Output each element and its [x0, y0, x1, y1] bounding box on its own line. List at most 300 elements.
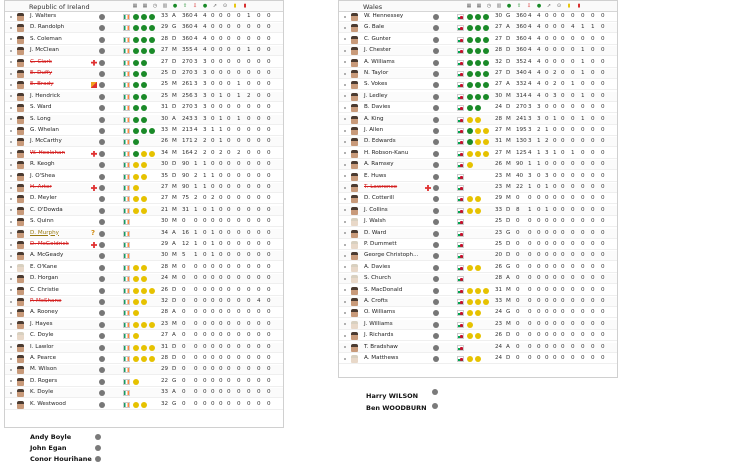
player-name[interactable]: A. Pearce [30, 355, 57, 361]
player-row[interactable] [339, 297, 617, 307]
player-name[interactable]: C. Gunter [364, 35, 391, 42]
player-name[interactable]: A. Williams [364, 58, 395, 65]
bullet-icon [10, 130, 12, 132]
player-name[interactable]: S. Church [364, 275, 391, 282]
stat-cell: 0 [227, 309, 231, 316]
player-name[interactable]: J. Walsh [364, 218, 386, 225]
player-age: 33 [495, 298, 503, 304]
stat-cell: 3 [203, 115, 207, 122]
player-name[interactable]: J. Hendrick [30, 92, 61, 99]
stat-cell: 0 [219, 366, 223, 373]
player-name[interactable]: D. Edwards [364, 138, 396, 145]
player-face-icon [17, 332, 24, 340]
select-dot[interactable] [433, 276, 439, 282]
player-row[interactable] [339, 126, 617, 136]
sub-off-icon[interactable]: ⇩ [192, 3, 198, 9]
select-dot[interactable] [99, 356, 105, 362]
stat-cell: 0 [267, 309, 271, 316]
player-row[interactable] [5, 308, 283, 318]
stat-cell: 0 [561, 13, 565, 19]
player-row[interactable] [339, 240, 617, 250]
player-row[interactable] [5, 354, 283, 364]
select-dot[interactable] [433, 345, 439, 351]
player-name[interactable]: D. Meyler [30, 195, 57, 202]
player-row[interactable] [339, 320, 617, 330]
select-dot[interactable] [99, 322, 105, 328]
player-row[interactable] [5, 183, 283, 193]
player-row[interactable] [5, 137, 283, 147]
assists-icon[interactable]: ➚ [546, 3, 552, 9]
select-dot[interactable] [99, 402, 105, 408]
select-dot[interactable] [433, 356, 439, 362]
player-row[interactable] [339, 149, 617, 159]
select-dot[interactable] [433, 60, 439, 66]
player-row[interactable] [339, 23, 617, 33]
player-row[interactable] [5, 365, 283, 375]
select-dot[interactable] [433, 94, 439, 100]
select-dot[interactable] [433, 151, 439, 157]
player-row[interactable] [339, 69, 617, 79]
select-dot[interactable] [99, 333, 105, 339]
player-name[interactable]: T. Lawrence [364, 184, 398, 190]
select-dot[interactable] [433, 288, 439, 294]
player-name[interactable]: George Christoph... [364, 252, 419, 259]
nation-flag-icon [123, 231, 130, 237]
player-name[interactable]: E. Duffy [30, 70, 53, 76]
stat-cell: 0 [545, 286, 549, 293]
stat-cell: 90 [516, 161, 524, 168]
player-row[interactable] [339, 274, 617, 284]
player-row[interactable] [5, 400, 283, 410]
player-name[interactable]: S. Vokes [364, 81, 388, 88]
select-dot[interactable] [99, 231, 105, 237]
select-dot[interactable] [99, 151, 105, 157]
player-row[interactable] [5, 331, 283, 341]
player-row[interactable] [5, 251, 283, 261]
player-name[interactable]: D. Ward [364, 229, 387, 236]
stat-cell: 0 [601, 47, 605, 54]
player-name[interactable]: J. Chester [364, 47, 391, 54]
player-row[interactable] [339, 183, 617, 193]
player-name[interactable]: S. Ward [30, 104, 52, 111]
player-name[interactable]: A. Crofts [364, 298, 388, 304]
player-row[interactable] [339, 194, 617, 204]
select-dot[interactable] [433, 333, 439, 339]
player-name[interactable]: G. Bale [364, 24, 385, 31]
player-name[interactable]: A. McGeady [30, 252, 64, 259]
form-dot-icon [133, 208, 139, 214]
select-dot[interactable] [99, 48, 105, 54]
player-face-icon [17, 252, 24, 260]
stat-cell: 0 [601, 127, 605, 133]
select-dot[interactable] [433, 105, 439, 111]
player-name[interactable]: S. Coleman [30, 35, 62, 42]
player-name[interactable]: N. Taylor [364, 70, 389, 76]
player-name[interactable]: S. Quinn [30, 218, 54, 225]
bullet-icon [10, 278, 12, 280]
select-dot[interactable] [99, 219, 105, 225]
form-dot-icon [475, 71, 481, 77]
select-dot[interactable] [95, 445, 101, 451]
red-card-icon[interactable]: ▮ [243, 3, 247, 9]
player-row[interactable] [339, 137, 617, 147]
select-dot[interactable] [99, 253, 105, 259]
player-name[interactable]: T. Bradshaw [364, 343, 398, 350]
select-dot[interactable] [433, 139, 439, 145]
sub-on-icon[interactable]: ⇧ [516, 3, 522, 9]
player-name[interactable]: H. Robson-Kanu [364, 149, 409, 156]
player-row[interactable] [339, 160, 617, 170]
stat-cell: 0 [516, 241, 520, 247]
stat-cell: 0 [561, 47, 565, 54]
form-dot-icon [475, 299, 481, 305]
player-name[interactable]: O. Williams [364, 309, 396, 316]
player-name[interactable]: J. Ledley [364, 92, 388, 99]
player-row[interactable] [5, 343, 283, 353]
player-row[interactable] [5, 388, 283, 398]
player-name[interactable]: C. Doyle [30, 332, 54, 339]
player-name[interactable]: J. Collins [364, 206, 388, 213]
stat-cell: 0 [182, 218, 186, 225]
select-dot[interactable] [99, 299, 105, 305]
stat-cell: 0 [247, 161, 251, 168]
player-position: D [506, 252, 511, 259]
select-dot[interactable] [433, 299, 439, 305]
stat-cell: 360 [516, 35, 527, 42]
player-name[interactable]: J. Richards [364, 332, 394, 339]
player-row[interactable] [5, 320, 283, 330]
select-dot[interactable] [99, 196, 105, 202]
select-dot[interactable] [433, 174, 439, 180]
player-row[interactable] [5, 126, 283, 136]
player-row[interactable] [5, 58, 283, 68]
nation-flag-icon [457, 219, 464, 225]
select-dot[interactable] [433, 14, 439, 20]
stat-cell: 0 [591, 252, 595, 259]
stat-cell: 0 [203, 206, 207, 213]
player-face-icon [17, 264, 24, 272]
player-row[interactable] [339, 115, 617, 125]
penalty-icon[interactable]: ⊙ [222, 3, 228, 9]
player-name[interactable]: D. McGoldrick [30, 241, 69, 247]
select-dot[interactable] [433, 48, 439, 54]
sub-off-icon[interactable]: ⇩ [526, 3, 532, 9]
player-name[interactable]: W. Hennessey [364, 13, 404, 19]
player-name[interactable]: K. Westwood [30, 400, 66, 407]
player-row[interactable] [339, 103, 617, 113]
select-dot[interactable] [99, 288, 105, 294]
select-dot[interactable] [95, 434, 101, 440]
player-row[interactable] [339, 251, 617, 261]
player-row[interactable] [5, 103, 283, 113]
stat-cell: 0 [227, 92, 231, 99]
select-dot[interactable] [99, 139, 105, 145]
starts-icon[interactable]: ● [172, 3, 178, 9]
select-dot[interactable] [99, 242, 105, 248]
player-age: 27 [161, 184, 169, 190]
player-row[interactable] [5, 263, 283, 273]
player-row[interactable] [339, 92, 617, 102]
select-dot[interactable] [433, 242, 439, 248]
stat-cell: 0 [528, 355, 532, 361]
select-dot[interactable] [99, 265, 105, 271]
player-row[interactable] [5, 194, 283, 204]
stat-cell: 0 [257, 241, 261, 247]
player-row[interactable] [5, 160, 283, 170]
position-icon[interactable]: ▦ [142, 3, 148, 9]
select-dot[interactable] [433, 37, 439, 43]
player-name[interactable]: P. McShane [30, 298, 62, 304]
stat-cell: 0 [545, 298, 549, 304]
select-dot[interactable] [433, 128, 439, 134]
select-dot[interactable] [99, 310, 105, 316]
select-dot[interactable] [99, 37, 105, 43]
form-dot-icon [141, 71, 147, 77]
stat-cell: 0 [219, 104, 223, 111]
stat-cell: 0 [182, 275, 186, 282]
age-icon[interactable]: ▦ [466, 3, 472, 9]
player-name[interactable]: D. Cotterill [364, 195, 394, 202]
sub-on-icon[interactable]: ⇧ [182, 3, 188, 9]
player-row[interactable] [5, 297, 283, 307]
bullet-icon [10, 95, 12, 97]
select-dot[interactable] [433, 71, 439, 77]
starts-icon[interactable]: ● [506, 3, 512, 9]
nation-flag-icon [457, 25, 464, 31]
select-dot[interactable] [433, 117, 439, 123]
player-name[interactable]: D. Horgan [30, 275, 59, 282]
player-row[interactable] [339, 263, 617, 273]
player-row[interactable] [5, 35, 283, 45]
player-name[interactable]: C. Clark [30, 58, 52, 65]
stat-cell: 0 [571, 184, 575, 190]
select-dot[interactable] [433, 196, 439, 202]
select-dot[interactable] [433, 219, 439, 225]
select-dot[interactable] [99, 14, 105, 20]
player-name[interactable]: D. Rogers [30, 377, 58, 384]
player-name[interactable]: H. Arter [30, 184, 52, 190]
player-name[interactable]: G. Whelan [30, 127, 59, 133]
player-name[interactable]: S. Long [30, 115, 51, 122]
stat-cell: 0 [601, 298, 605, 304]
stat-cell: 0 [553, 218, 557, 225]
player-name[interactable]: M. Wilson [30, 366, 57, 373]
select-dot[interactable] [433, 208, 439, 214]
player-name[interactable]: J. Hayes [30, 320, 53, 327]
player-name[interactable]: J. McCarthy [30, 138, 62, 145]
player-row[interactable] [5, 80, 283, 90]
player-name[interactable]: W. Hoolahan [30, 149, 65, 156]
player-row[interactable] [5, 46, 283, 56]
player-name[interactable]: J. McClean [30, 47, 59, 54]
appearances-icon[interactable]: ▥ [496, 3, 502, 9]
stat-cell: 0 [571, 343, 575, 350]
form-dot-icon [467, 322, 473, 328]
player-face-icon [351, 218, 358, 226]
player-name[interactable]: A. Matthews [364, 355, 399, 361]
player-row[interactable] [339, 229, 617, 239]
stat-cell: 0 [537, 263, 541, 270]
stat-cell: 1 [553, 149, 557, 156]
select-dot[interactable] [433, 162, 439, 168]
select-dot[interactable] [433, 322, 439, 328]
player-name[interactable]: E. O'Kane [30, 263, 58, 270]
player-name[interactable]: P. Dummett [364, 241, 397, 247]
player-row[interactable] [5, 240, 283, 250]
form-dot-icon [467, 151, 473, 157]
minutes-icon[interactable]: ◷ [152, 3, 158, 9]
select-dot[interactable] [99, 162, 105, 168]
age-icon[interactable]: ▦ [132, 3, 138, 9]
player-face-icon [17, 230, 24, 238]
player-name[interactable]: S. MacDonald [364, 286, 403, 293]
yellow-card-icon[interactable]: ▮ [233, 3, 237, 9]
player-row[interactable] [339, 35, 617, 45]
select-dot[interactable] [99, 71, 105, 77]
player-name[interactable]: I. Lawlor [30, 343, 54, 350]
player-name[interactable]: J. Allen [364, 127, 384, 133]
player-name[interactable]: B. Davies [364, 104, 391, 111]
stat-cell: 0 [561, 195, 565, 202]
player-age: 30 [495, 92, 503, 99]
player-name[interactable]: A. King [364, 115, 384, 122]
player-age: 28 [495, 275, 503, 282]
player-row[interactable] [339, 58, 617, 68]
player-name[interactable]: E. Brady [30, 81, 54, 88]
player-row[interactable] [339, 172, 617, 182]
select-dot[interactable] [99, 174, 105, 180]
position-icon[interactable]: ▦ [476, 3, 482, 9]
stat-cell: 1 [581, 58, 585, 65]
player-name[interactable]: E. Huws [364, 172, 387, 179]
player-row[interactable] [5, 149, 283, 159]
select-dot[interactable] [433, 265, 439, 271]
stat-cell: 0 [516, 275, 520, 282]
select-dot[interactable] [99, 379, 105, 385]
injury-icon [91, 60, 97, 66]
player-name[interactable]: J. Williams [364, 320, 393, 327]
form-dot-icon [149, 48, 155, 54]
player-row[interactable] [339, 217, 617, 227]
red-card-icon[interactable]: ▮ [577, 3, 581, 9]
player-name[interactable]: J. Walters [30, 13, 57, 19]
select-dot[interactable] [432, 389, 438, 395]
player-row[interactable] [5, 172, 283, 182]
player-row[interactable] [5, 23, 283, 33]
player-face-icon [17, 24, 24, 32]
select-dot[interactable] [99, 94, 105, 100]
penalty-icon[interactable]: ⊙ [556, 3, 562, 9]
bullet-icon [10, 369, 12, 371]
goals-icon[interactable]: ● [202, 3, 208, 9]
select-dot[interactable] [433, 25, 439, 31]
player-row[interactable] [5, 92, 283, 102]
select-dot[interactable] [432, 403, 438, 409]
player-row[interactable] [5, 229, 283, 239]
form-dot-icon [141, 60, 147, 66]
stat-cell: 360 [182, 13, 193, 19]
player-name[interactable]: J. O'Shea [30, 172, 56, 179]
player-name[interactable]: D. Randolph [30, 24, 65, 31]
select-dot[interactable] [433, 231, 439, 237]
player-row[interactable] [5, 377, 283, 387]
stat-cell: 0 [211, 24, 215, 31]
stat-cell: 0 [591, 149, 595, 156]
player-face-icon [17, 378, 24, 386]
stat-cell: 270 [182, 70, 193, 76]
player-name[interactable]: R. Keogh [30, 161, 55, 168]
select-dot[interactable] [99, 82, 105, 88]
player-face-icon [351, 81, 358, 89]
stat-cell: 1 [219, 92, 223, 99]
select-dot[interactable] [99, 25, 105, 31]
player-row[interactable] [5, 274, 283, 284]
player-name[interactable]: K. Doyle [30, 389, 54, 396]
player-row[interactable] [339, 206, 617, 216]
player-name[interactable]: A. Rooney [30, 309, 59, 316]
player-row[interactable] [339, 80, 617, 90]
stat-cell: 0 [561, 206, 565, 213]
player-name[interactable]: D. Murphy [30, 229, 59, 236]
select-dot[interactable] [433, 185, 439, 191]
stat-cell: 0 [257, 195, 261, 202]
player-row[interactable] [339, 354, 617, 364]
assists-icon[interactable]: ➚ [212, 3, 218, 9]
goals-icon[interactable]: ● [536, 3, 542, 9]
select-dot[interactable] [433, 310, 439, 316]
minutes-icon[interactable]: ◷ [486, 3, 492, 9]
nation-flag-icon [457, 185, 464, 191]
player-name[interactable]: A. Davies [364, 263, 391, 270]
player-row[interactable] [339, 331, 617, 341]
player-row[interactable] [339, 286, 617, 296]
player-row[interactable] [5, 115, 283, 125]
player-name[interactable]: C. Christie [30, 286, 59, 293]
player-row[interactable] [339, 46, 617, 56]
select-dot[interactable] [99, 390, 105, 396]
select-dot[interactable] [99, 185, 105, 191]
select-dot[interactable] [99, 128, 105, 134]
select-dot[interactable] [95, 456, 101, 462]
player-row[interactable] [339, 12, 617, 22]
select-dot[interactable] [433, 253, 439, 259]
player-row[interactable] [5, 69, 283, 79]
stat-cell: 0 [561, 184, 565, 190]
player-row[interactable] [5, 286, 283, 296]
player-row[interactable] [5, 217, 283, 227]
player-row[interactable] [339, 308, 617, 318]
player-name[interactable]: C. O'Dowda [30, 206, 63, 213]
player-name[interactable]: A. Ramsey [364, 161, 394, 168]
yellow-card-icon[interactable]: ▮ [567, 3, 571, 9]
player-row[interactable] [5, 12, 283, 22]
select-dot[interactable] [99, 276, 105, 282]
select-dot[interactable] [99, 208, 105, 214]
select-dot[interactable] [99, 60, 105, 66]
select-dot[interactable] [99, 345, 105, 351]
select-dot[interactable] [99, 367, 105, 373]
player-age: 30 [161, 161, 169, 168]
appearances-icon[interactable]: ▥ [162, 3, 168, 9]
nation-flag-icon [123, 196, 130, 202]
player-row[interactable] [339, 343, 617, 353]
select-dot[interactable] [433, 82, 439, 88]
select-dot[interactable] [99, 105, 105, 111]
select-dot[interactable] [99, 117, 105, 123]
stat-cell: 0 [601, 229, 605, 236]
stat-cell: 0 [553, 206, 557, 213]
player-row[interactable] [5, 206, 283, 216]
